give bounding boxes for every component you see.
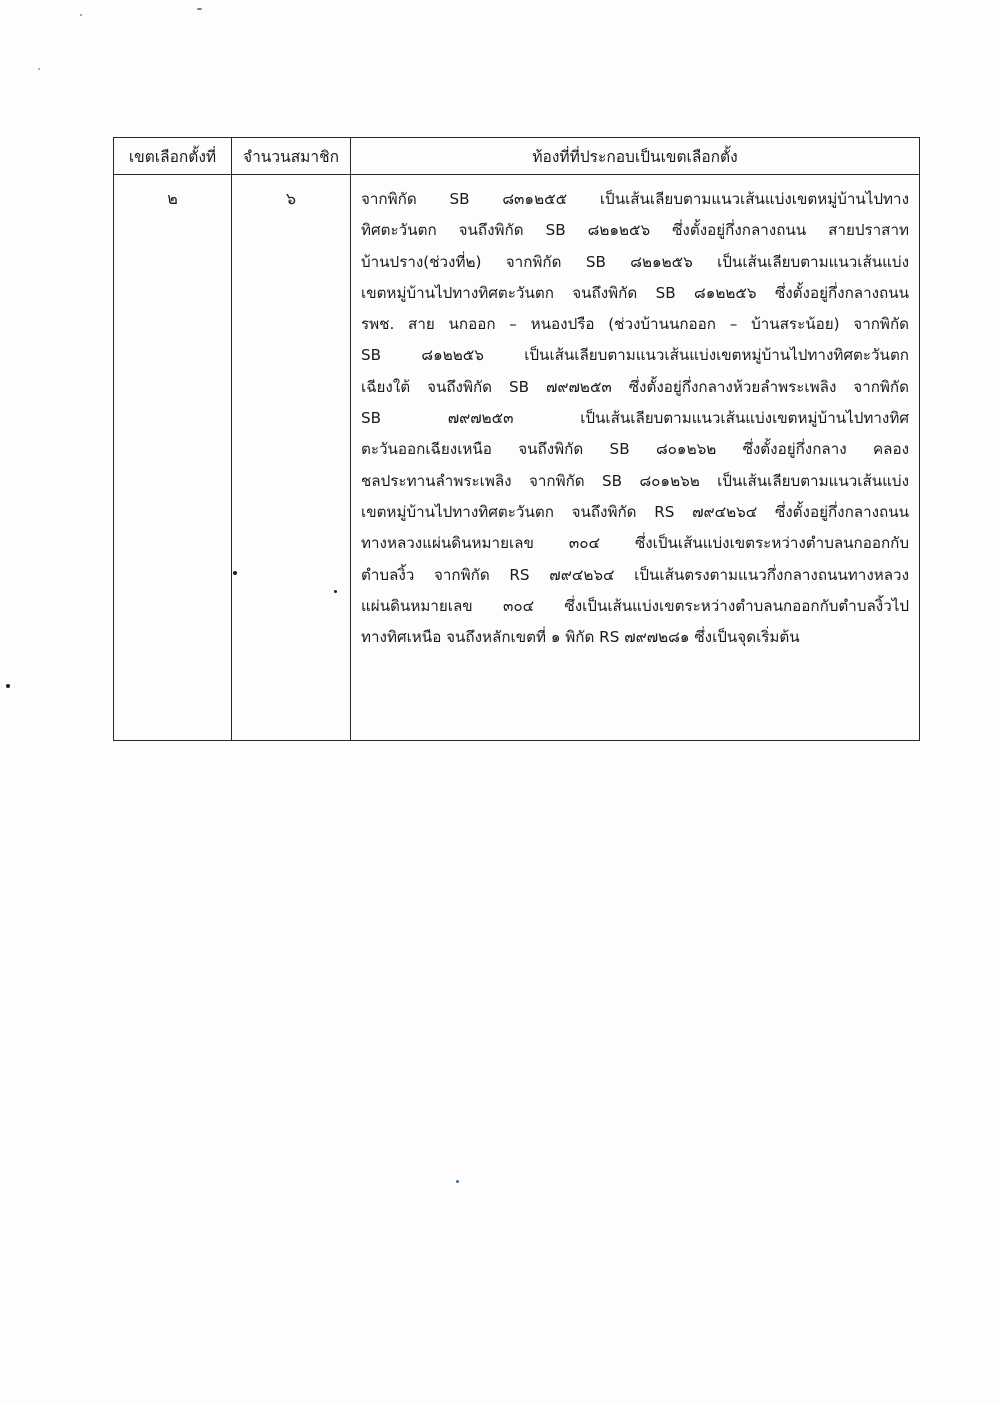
area-line: SB ๗๙๗๒๕๓ เป็นเส้นเลียบตามแนวเส้นแบ่งเขตหมู่บ้านไปทางทิศ xyxy=(361,409,909,428)
scan-speck xyxy=(38,68,40,70)
area-line: รพช. สาย นกออก – หนองปรือ (ช่วงบ้านนกออก – บ้านสระน้อย) จากพิกัด xyxy=(361,315,909,334)
area-line: ทางทิศเหนือ จนถึงหลักเขตที่ ๑ พิกัด RS ๗๙๗๒๘๑ ซึ่งเป็นจุดเริ่มต้น xyxy=(361,628,800,647)
area-line: ทิศตะวันตก จนถึงพิกัด SB ๘๒๑๒๕๖ ซึ่งตั้งอยู่กึ่งกลางถนน สายปราสาท xyxy=(361,221,909,240)
scan-speck xyxy=(334,590,337,593)
area-line: เขตหมู่บ้านไปทางทิศตะวันตก จนถึงพิกัด SB ๘๑๒๒๕๖ ซึ่งตั้งอยู่กึ่งกลางถนน xyxy=(361,283,909,302)
area-line: เฉียงใต้ จนถึงพิกัด SB ๗๙๗๒๕๓ ซึ่งตั้งอยู่กึ่งกลางห้วยลำพระเพลิง จากพิกัด xyxy=(361,377,909,396)
area-line: ทางหลวงแผ่นดินหมายเลข ๓๐๔ ซึ่งเป็นเส้นแบ่งเขตระหว่างตำบลนกออกกับ xyxy=(361,534,909,553)
area-description-cell xyxy=(351,175,920,741)
area-line: ตำบลงิ้ว จากพิกัด RS ๗๙๔๒๖๔ เป็นเส้นตรงตามแนวกึ่งกลางถนนทางหลวง xyxy=(361,565,909,584)
scan-speck xyxy=(456,1180,459,1183)
header-area-description: ท้องที่ที่ประกอบเป็นเขตเลือกตั้ง xyxy=(351,138,920,175)
area-line: เขตหมู่บ้านไปทางทิศตะวันตก จนถึงพิกัด RS ๗๙๔๒๖๔ ซึ่งตั้งอยู่กึ่งกลางถนน xyxy=(361,502,909,521)
area-line: จากพิกัด SB ๘๓๑๒๕๕ เป็นเส้นเลียบตามแนวเส้นแบ่งเขตหมู่บ้านไปทาง xyxy=(361,190,909,208)
table-header-row xyxy=(114,138,920,175)
electoral-district-table xyxy=(113,137,920,741)
table-row xyxy=(114,175,920,741)
header-member-count: จำนวนสมาชิก xyxy=(232,138,351,175)
area-line: แผ่นดินหมายเลข ๓๐๔ ซึ่งเป็นเส้นแบ่งเขตระหว่างตำบลนกออกกับตำบลงิ้วไป xyxy=(361,596,909,615)
area-line: ชลประทานลำพระเพลิง จากพิกัด SB ๘๐๑๒๖๒ เป็นเส้นเลียบตามแนวเส้นแบ่ง xyxy=(361,471,909,490)
district-number-cell: ๒ xyxy=(114,175,232,741)
area-line: ตะวันออกเฉียงเหนือ จนถึงพิกัด SB ๘๐๑๒๖๒ ซึ่งตั้งอยู่กึ่งกลาง คลอง xyxy=(361,440,909,459)
scan-speck xyxy=(6,684,10,688)
area-line: SB ๘๑๒๒๕๖ เป็นเส้นเลียบตามแนวเส้นแบ่งเขตหมู่บ้านไปทางทิศตะวันตก xyxy=(361,346,909,365)
header-district-no: เขตเลือกตั้งที่ xyxy=(114,138,232,175)
area-line: บ้านปราง(ช่วงที่๒) จากพิกัด SB ๘๒๑๒๕๖ เป็นเส้นเลียบตามแนวเส้นแบ่ง xyxy=(361,252,909,271)
scan-speck xyxy=(233,571,237,575)
scan-speck xyxy=(197,8,202,10)
scan-speck xyxy=(80,14,82,16)
member-count-cell: ๖ xyxy=(232,175,351,741)
